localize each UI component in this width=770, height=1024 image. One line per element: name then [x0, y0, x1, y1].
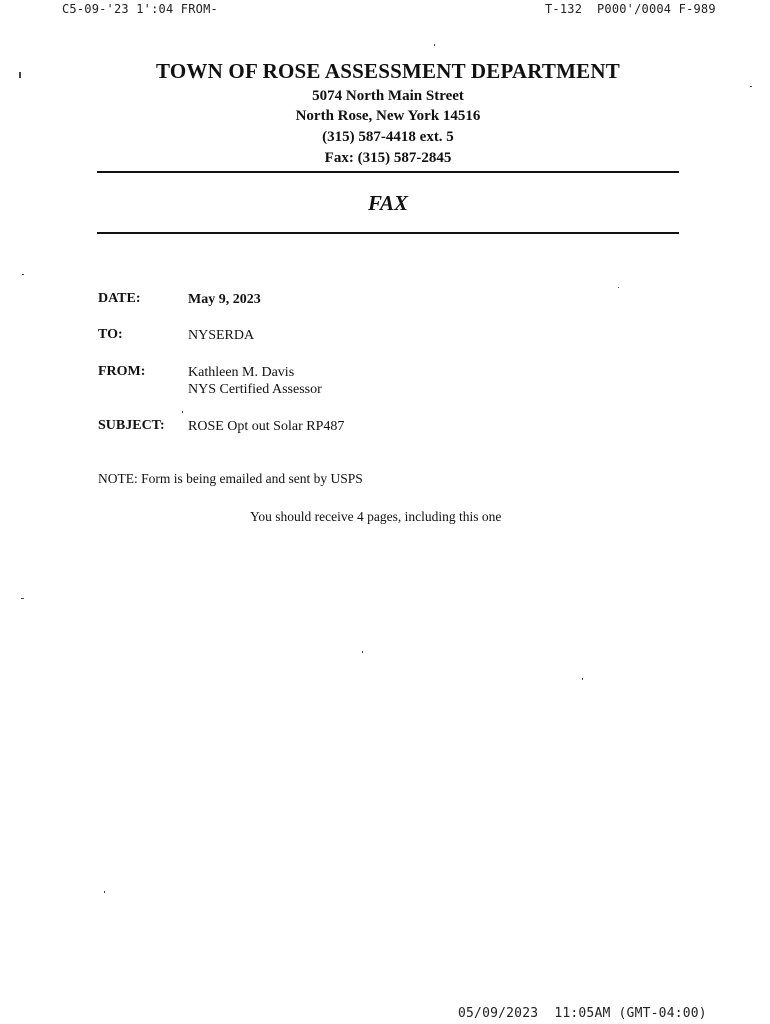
address-fax: Fax: (315) 587-2845 — [324, 150, 452, 166]
date-value: May 9, 2023 — [188, 292, 261, 307]
scan-speck — [182, 411, 183, 413]
page-count-note: You should receive 4 pages, including this one — [250, 509, 502, 524]
fax-footer-timestamp: 05/09/2023 11:05AM (GMT-04:00) — [458, 1006, 707, 1021]
fax-header-right: T-132 P000'/0004 F-989 — [545, 2, 716, 16]
scan-speck — [750, 86, 752, 87]
address-street: 5074 North Main Street — [312, 88, 464, 104]
to-label: TO: — [98, 327, 123, 342]
scan-speck — [582, 678, 583, 680]
delivery-note: NOTE: Form is being emailed and sent by USPS — [98, 471, 363, 486]
fax-title: FAX — [367, 191, 409, 215]
scan-speck — [22, 274, 24, 275]
to-value: NYSERDA — [188, 328, 255, 343]
from-label: FROM: — [98, 364, 146, 379]
address-city: North Rose, New York 14516 — [295, 108, 481, 124]
from-title: NYS Certified Assessor — [188, 382, 322, 397]
subject-value: ROSE Opt out Solar RP487 — [188, 419, 345, 434]
date-label: DATE: — [98, 291, 141, 306]
address-phone: (315) 587-4418 ext. 5 — [322, 129, 454, 145]
scan-speck — [434, 44, 435, 46]
fax-header-left: C5-09-'23 1':04 FROM- — [62, 2, 218, 16]
scan-speck — [618, 287, 619, 288]
bottom-divider — [97, 232, 679, 234]
org-name: TOWN OF ROSE ASSESSMENT DEPARTMENT — [156, 59, 620, 83]
scan-speck — [19, 72, 21, 78]
scan-speck — [362, 651, 363, 653]
subject-label: SUBJECT: — [98, 418, 165, 433]
top-divider — [97, 171, 679, 173]
from-name: Kathleen M. Davis — [188, 365, 295, 380]
scan-speck — [21, 598, 24, 599]
scan-speck — [104, 891, 105, 893]
